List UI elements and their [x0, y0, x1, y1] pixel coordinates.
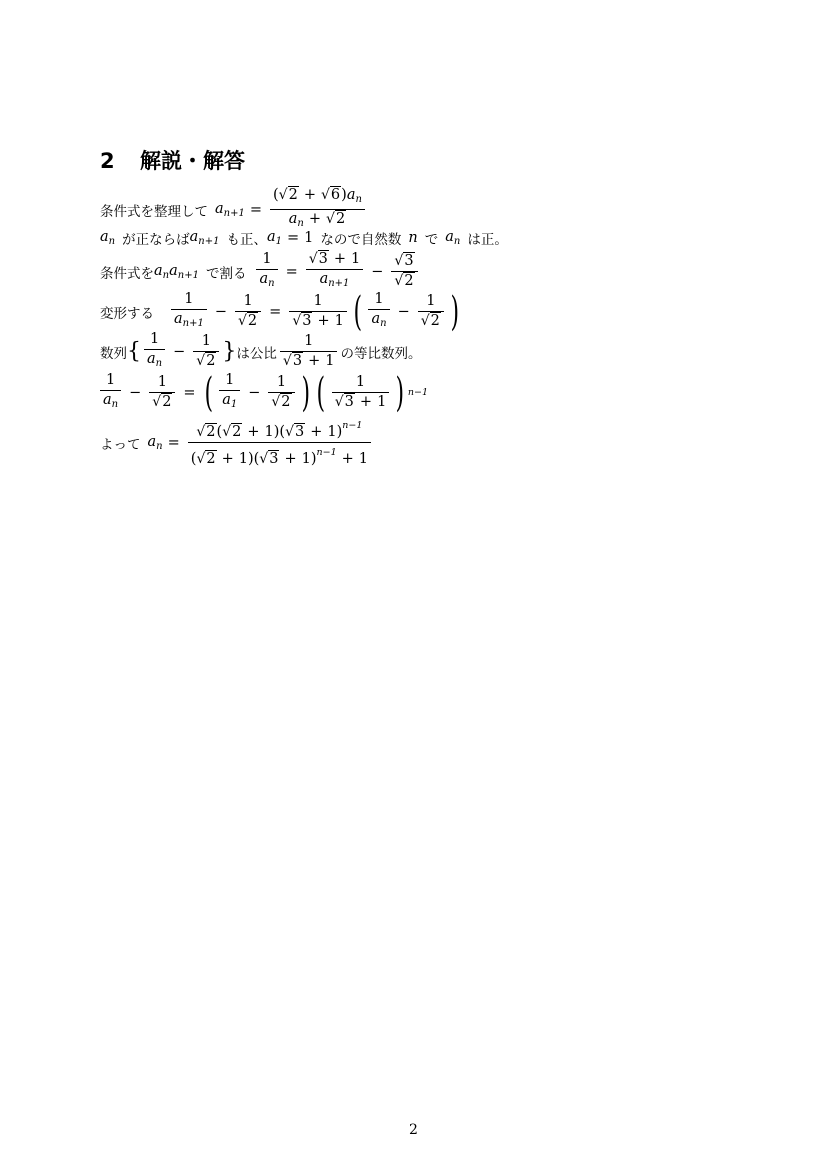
equation-line-3: 条件式を $a_na_{n+1}$ で割る $\frac{1}{a_n}$ = $\frac{√3 + 1}{a_{n+1}}$ − $\frac{√3}{√2}$ [100, 250, 421, 293]
fraction: $\frac{(√2 + √6)a_n}{a_n + √2}$ [270, 186, 365, 233]
section-number: 2 [100, 149, 115, 173]
equation-line-1: 条件式を整理して $a_{n+1}$ = $\frac{(√2 + √6)a_n}{a_n + √2}$ [100, 186, 368, 233]
equation-line-5: 数列 { $\frac{1}{a_n}$ − $\frac{1}{√2}$ } は公比 $\frac{1}{√3 + 1}$ の等比数列。 [100, 331, 422, 369]
text-4: 変形する [100, 305, 154, 322]
equation-line-6: $\frac{1}{a_n}$ − $\frac{1}{√2}$ = ( $\frac{1}{a_1}$ − $\frac{1}{√2}$ ) ( $\frac{1}{√3 + 1}$ ) n−1 [100, 371, 428, 414]
equation-line-2: $a_n$ が正ならば $a_{n+1}$ も正、 $a_1$ = 1 なので自然数 n で $a_n$ は正。 [100, 229, 508, 248]
section-title: 解説・解答 [140, 149, 245, 173]
text-2e: は正。 [467, 232, 508, 248]
text-5a: 数列 [100, 345, 127, 362]
page-number: 2 [409, 1122, 418, 1138]
section-heading [100, 146, 245, 176]
equation-line-4: 変形する $\frac{1}{a_{n+1}}$ − $\frac{1}{√2}$ = $\frac{1}{√3 + 1}$ ( $\frac{1}{a_n}$ − $\frac{1}{√2}$ ) [100, 288, 459, 335]
text-3a: 条件式を [100, 265, 154, 282]
text-5c: の等比数列。 [340, 345, 422, 362]
text-3b: で割る [205, 265, 247, 282]
equation-line-7: よって $a_n$ = $\frac{√2(√2 + 1)(√3 + 1)^{n-1}}{(√2 + 1)(√3 + 1)^{n-1} + 1}$ [100, 416, 374, 469]
text-2d: で [424, 232, 439, 248]
text-1: 条件式を整理して [100, 203, 208, 220]
text-5b: は公比 [236, 345, 277, 362]
text-7: よって [100, 436, 141, 453]
text-2b: も正、 [226, 232, 267, 248]
text-2a: が正ならば [122, 232, 190, 248]
text-2c: なので自然数 [320, 232, 402, 248]
